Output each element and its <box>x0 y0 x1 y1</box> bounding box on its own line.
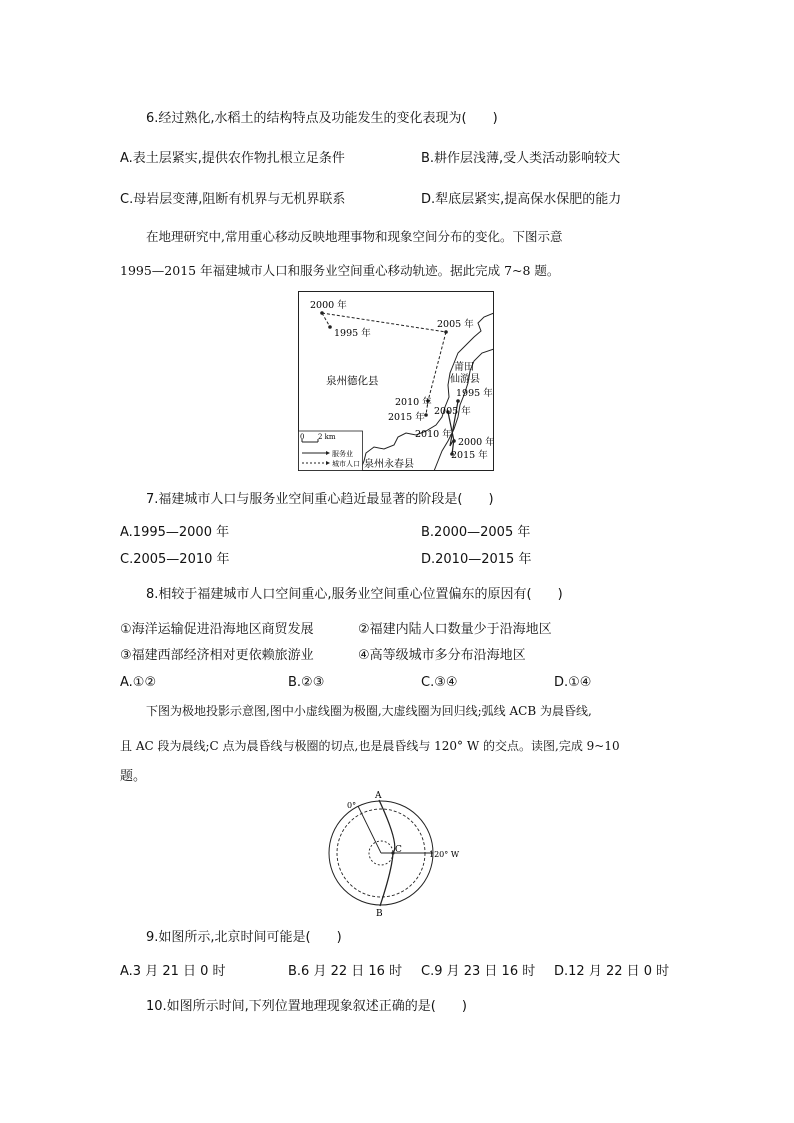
legend-service: 服务业 <box>332 450 353 458</box>
label-1995-left: 1995 年 <box>334 328 371 339</box>
label-2005-right: 2005 年 <box>434 406 471 417</box>
q7-option-a: A.1995—2000 年 <box>120 525 230 540</box>
point-1995-right <box>456 399 460 403</box>
q8-reason-1: ①海洋运输促进沿海地区商贸发展 <box>120 622 314 637</box>
q7-option-b: B.2000—2005 年 <box>421 525 531 540</box>
label-1995-right: 1995 年 <box>456 388 493 399</box>
label-2000-right: 2000 年 <box>458 437 494 448</box>
legend-population: 城市人口 <box>332 460 360 468</box>
intro-9-10-line3: 题。 <box>120 769 147 784</box>
q8-option-a: A.①② <box>120 675 157 690</box>
label-b: B <box>376 909 383 919</box>
q6-option-c: C.母岩层变薄,阻断有机界与无机界联系 <box>120 192 346 207</box>
point-1995-left <box>328 325 332 329</box>
label-dehua: 泉州德化县 <box>326 375 379 387</box>
label-0-degree: 0° <box>347 801 357 810</box>
label-2000-left: 2000 年 <box>310 300 347 311</box>
point-2015-mid <box>424 413 428 417</box>
label-2010-mid: 2010 年 <box>395 397 432 408</box>
polar-projection-svg <box>320 790 470 920</box>
label-c: C <box>395 845 402 855</box>
label-2015-mid: 2015 年 <box>388 412 425 423</box>
q9-option-b: B.6 月 22 日 16 时 <box>288 964 403 979</box>
q10-stem: 10.如图所示时间,下列位置地理现象叙述正确的是( ) <box>146 999 467 1014</box>
label-a: A <box>375 791 382 801</box>
point-2000-left <box>320 311 324 315</box>
intro-9-10-line1: 下图为极地投影示意图,图中小虚线圈为极圈,大虚线圈为回归线;弧线 ACB 为晨昏线, <box>146 704 592 718</box>
q9-option-c: C.9 月 23 日 16 时 <box>421 964 536 979</box>
label-putian: 莆田 <box>454 362 474 373</box>
q6-option-d: D.犁底层紧实,提高保水保肥的能力 <box>421 192 622 207</box>
point-2005-top <box>444 330 448 334</box>
q7-option-d: D.2010—2015 年 <box>421 552 532 567</box>
population-track-1995-2000 <box>322 313 330 327</box>
q8-option-c: C.③④ <box>421 675 458 690</box>
label-2010-right: 2010 年 <box>415 429 452 440</box>
point-2000-right <box>452 439 456 443</box>
q8-option-b: B.②③ <box>288 675 325 690</box>
legend-scale-text: 2 km <box>318 433 336 441</box>
q6-option-b: B.耕作层浅薄,受人类活动影响较大 <box>421 151 621 166</box>
label-120w: 120° W <box>429 850 460 859</box>
intro-7-8-line2: 1995—2015 年福建城市人口和服务业空间重心移动轨迹。据此完成 7~8 题。 <box>120 263 560 278</box>
q6-stem: 6.经过熟化,水稻土的结构特点及功能发生的变化表现为( ) <box>146 111 498 126</box>
q8-reason-2: ②福建内陆人口数量少于沿海地区 <box>358 622 552 637</box>
q9-option-d: D.12 月 22 日 0 时 <box>554 964 670 979</box>
q8-option-d: D.①④ <box>554 675 592 690</box>
q9-option-a: A.3 月 21 日 0 时 <box>120 964 226 979</box>
label-yongchun: 泉州永春县 <box>364 459 414 470</box>
intro-9-10-line2: 且 AC 段为晨线;C 点为晨昏线与极圈的切点,也是晨昏线与 120° W 的交点。读图,完成 9~10 <box>120 739 620 753</box>
label-xianyou: 仙游县 <box>450 374 480 385</box>
q7-stem: 7.福建城市人口与服务业空间重心趋近最显著的阶段是( ) <box>146 492 494 507</box>
label-2015-right: 2015 年 <box>451 450 488 461</box>
intro-7-8-line1: 在地理研究中,常用重心移动反映地理事物和现象空间分布的变化。下图示意 <box>146 229 563 244</box>
centroid-map-svg <box>298 291 494 471</box>
centroid-map <box>298 291 494 471</box>
meridian-0 <box>358 806 381 853</box>
legend-scale-zero: 0 <box>300 433 305 441</box>
q8-stem: 8.相较于福建城市人口空间重心,服务业空间重心位置偏东的原因有( ) <box>146 587 563 602</box>
label-2005-top: 2005 年 <box>437 319 474 330</box>
q8-reason-3: ③福建西部经济相对更依赖旅游业 <box>120 648 314 663</box>
q8-reason-4: ④高等级城市多分布沿海地区 <box>358 648 526 663</box>
q9-stem: 9.如图所示,北京时间可能是( ) <box>146 930 342 945</box>
q7-option-c: C.2005—2010 年 <box>120 552 230 567</box>
q6-option-a: A.表土层紧实,提供农作物扎根立足条件 <box>120 151 345 166</box>
polar-projection-diagram <box>320 790 470 920</box>
